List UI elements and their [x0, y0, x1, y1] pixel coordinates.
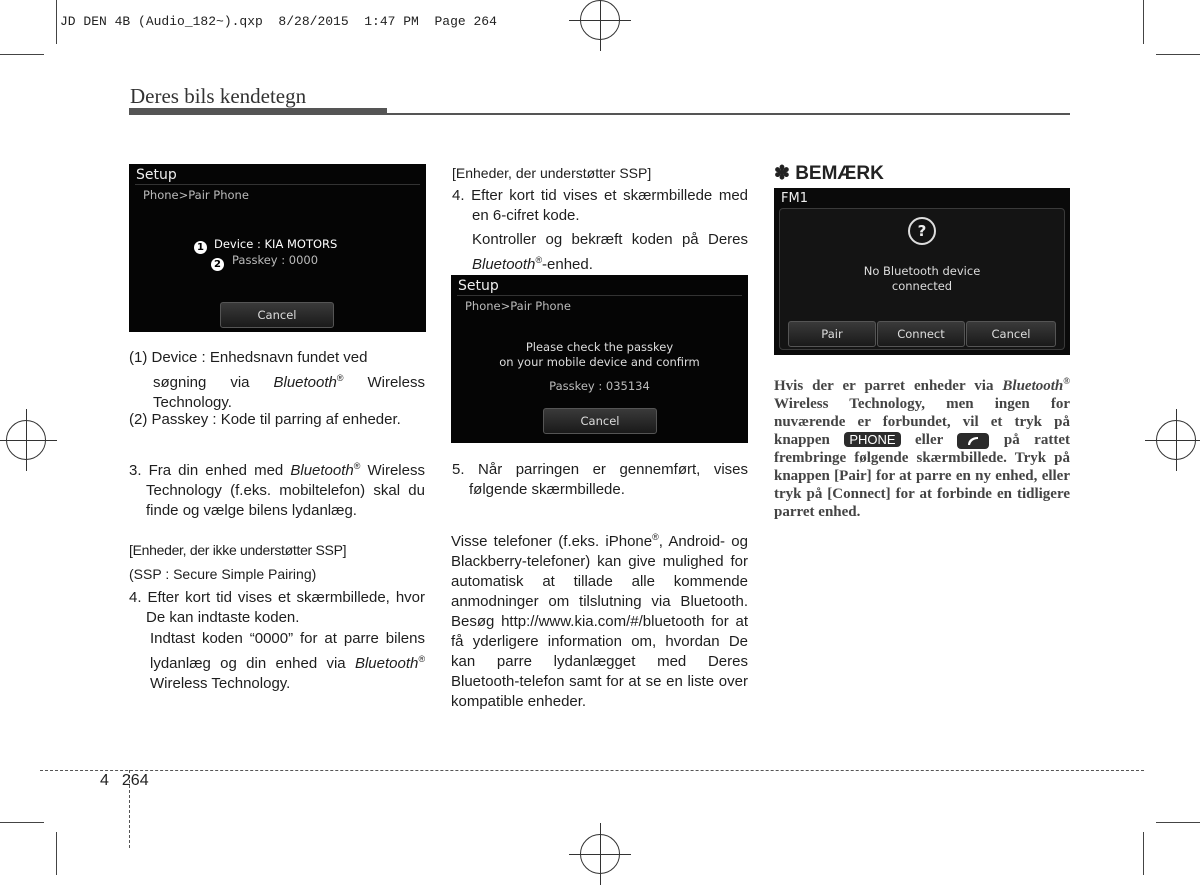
step-5: 5. Når parringen er gennemført, vises følgende skærmbillede.	[452, 461, 748, 498]
screen-title: Setup	[458, 278, 499, 294]
text: , Android- og Blackberry-telefoner) kan give mulighed for automatisk at tillade alle kommende anmodninger om tilslutning via Bluetooth. Besøg http://www.kia.com/#/bluetooth for at få yderligere information om, hvordan De kan parre lydanlægget med Deres Bluetooth-telefon samt for at se en liste over kompatible enheder.	[451, 533, 748, 710]
title-rule	[387, 113, 1070, 115]
screen-title: FM1	[781, 191, 808, 206]
item-device	[129, 348, 425, 413]
text: eller	[914, 432, 944, 448]
status-line-1: No Bluetooth device	[863, 264, 981, 278]
crop-mark	[0, 822, 44, 823]
registration-mark-icon	[6, 420, 46, 460]
page-number	[100, 772, 149, 790]
call-key-icon	[957, 433, 989, 449]
crop-mark	[1156, 822, 1200, 823]
text: Wireless Technology.	[150, 675, 291, 692]
marker-1: 1	[194, 241, 207, 254]
crop-mark	[1143, 0, 1144, 44]
step-4-non-ssp: 4. Efter kort tid vises et skærmbillede, hvor De kan indtaste koden.	[129, 589, 425, 626]
print-header: JD DEN 4B (Audio_182~).qxp 8/28/2015 1:47 PM Page 264	[60, 14, 497, 29]
crop-mark	[1143, 832, 1144, 875]
pair-button[interactable]: Pair	[788, 321, 876, 347]
reg-mark: ®	[353, 461, 361, 471]
text: på rattet frembringe følgende skærmbillede. Tryk på knappen [Pair] for at parre en ny enhed, eller tryk på [Connect] for at forbinde en tidligere parret enhed.	[774, 432, 1070, 520]
crop-mark	[0, 54, 44, 55]
status-line-2: connected	[891, 279, 953, 293]
text: (1) Device : Enhedsnavn fundet ved	[129, 349, 368, 366]
registration-mark-icon	[580, 0, 620, 40]
reg-mark: ®	[418, 654, 425, 664]
text: Kontroller og bekræft koden på Deres	[472, 231, 748, 248]
reg-mark: ®	[1063, 376, 1070, 386]
step-4-confirm	[472, 230, 748, 275]
crop-mark	[56, 832, 57, 875]
text: Wireless Technology, men ingen for nuværende er forbundet, vil et tryk på knappen	[774, 396, 1070, 448]
step-4-instructions	[150, 629, 425, 694]
question-icon	[908, 217, 936, 245]
text: -enhed.	[542, 256, 593, 273]
screen-divider	[135, 184, 420, 185]
cancel-button[interactable]: Cancel	[220, 302, 334, 328]
screen-breadcrumb: Phone>Pair Phone	[143, 188, 249, 202]
section-title: Deres bils kendetegn	[130, 84, 307, 108]
text: Wireless Technology (f.eks. mobiltelefon) skal du finde og vælge bilens lydanlæg.	[146, 462, 425, 519]
passkey-value: Passkey : 0000	[232, 253, 319, 267]
screen-breadcrumb: Phone>Pair Phone	[465, 299, 571, 313]
item-passkey: (2) Passkey : Kode til parring af enheder.	[129, 411, 401, 428]
registration-mark-icon	[1156, 420, 1196, 460]
text: Technology.	[153, 394, 232, 411]
reg-mark: ®	[336, 373, 344, 383]
text: 3. Fra din enhed med	[129, 462, 284, 479]
page-count: 264	[121, 772, 149, 789]
no-device-screen	[774, 188, 1070, 355]
question-glyph: ?	[917, 222, 927, 240]
confirm-line-2: on your mobile device and confirm	[499, 355, 700, 369]
reg-mark: ®	[652, 532, 659, 542]
footer-rule	[40, 770, 1144, 771]
device-name: Device : KIA MOTORS	[214, 237, 338, 251]
bluetooth-term: Bluetooth	[472, 256, 536, 273]
step-4-ssp: 4. Efter kort tid vises et skærmbillede med en 6-cifret kode.	[452, 187, 748, 224]
reg-mark: ®	[535, 255, 543, 265]
bluetooth-term: Bluetooth	[354, 655, 419, 672]
cancel-button[interactable]: Cancel	[543, 408, 657, 434]
passkey-code: Passkey : 035134	[549, 379, 650, 393]
text: Wireless	[367, 374, 425, 391]
text: søgning via	[153, 374, 250, 391]
marker-2: 2	[211, 258, 224, 271]
connect-button[interactable]: Connect	[877, 321, 965, 347]
crop-mark	[56, 0, 57, 44]
crop-mark	[1156, 54, 1200, 55]
cancel-button[interactable]: Cancel	[966, 321, 1056, 347]
bluetooth-term: Bluetooth	[273, 374, 337, 391]
passkey-confirm-screen	[451, 275, 748, 443]
screen-divider	[457, 295, 742, 296]
phone-key-icon: PHONE	[844, 432, 900, 447]
ssp-definition: (SSP : Secure Simple Pairing)	[129, 566, 317, 582]
chapter-number: 4	[100, 772, 109, 789]
pair-phone-screen	[129, 164, 426, 332]
step-3	[129, 456, 425, 521]
screen-title: Setup	[136, 167, 177, 183]
bluetooth-term: Bluetooth	[1002, 378, 1064, 394]
note-heading: ✽ BEMÆRK	[774, 163, 884, 184]
registration-mark-icon	[580, 834, 620, 874]
text: Visse telefoner (f.eks. iPhone	[451, 533, 653, 550]
bluetooth-term: Bluetooth	[290, 462, 354, 479]
compatibility-paragraph	[451, 527, 748, 712]
confirm-line-1: Please check the passkey	[525, 340, 674, 354]
non-ssp-heading: [Enheder, der ikke understøtter SSP]	[129, 542, 347, 558]
text: Hvis der er parret enheder via	[774, 378, 994, 394]
text-line	[129, 368, 425, 393]
note-text	[774, 372, 1070, 521]
title-underline	[129, 108, 387, 115]
ssp-heading: [Enheder, der understøtter SSP]	[452, 165, 652, 181]
text: Indtast koden “0000” for at parre bilens lydanlæg og din enhed via	[150, 630, 425, 672]
